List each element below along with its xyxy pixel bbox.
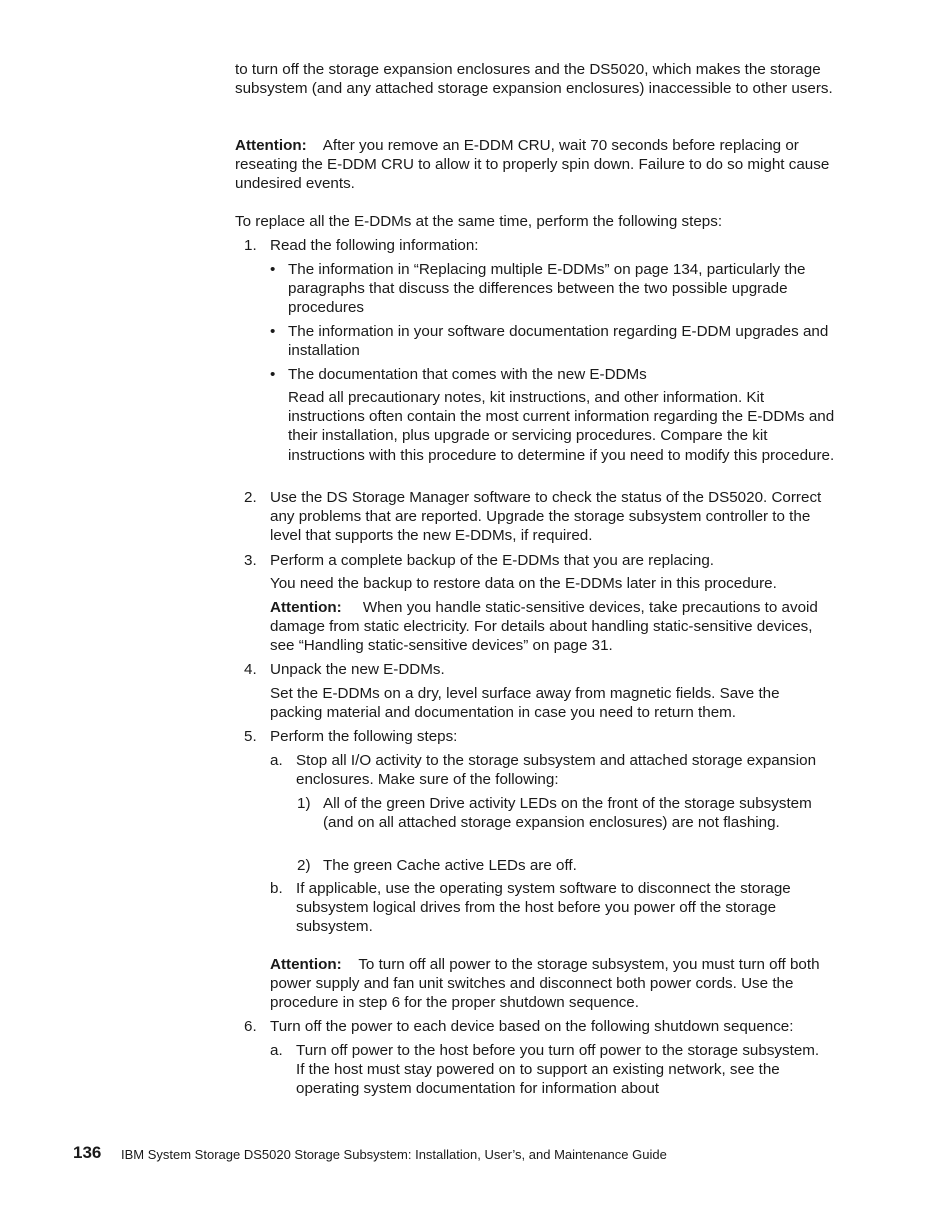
item-number: 2) [297,857,311,874]
step-number: 4. [244,661,257,678]
attention-paragraph [270,598,840,656]
step-note: Set the E-DDMs on a dry, level surface away from magnetic fields. Save the packing material and documentation in case you need to return them. [270,685,780,722]
attention-paragraph [270,955,830,1013]
substep-text: If applicable, use the operating system software to disconnect the storage subsystem logical drives from the host before you power off the storage subsystem. [296,880,791,936]
substep-letter: a. [270,1042,283,1059]
step-number: 2. [244,489,257,506]
substep-letter: b. [270,880,283,897]
attention-text: After you remove an E-DDM CRU, wait 70 seconds before replacing or reseating the E-DDM CRU to allow it to properly spin down. Failure to do so might cause undesired events. [235,137,830,193]
step-number: 5. [244,728,257,745]
footer-title: IBM System Storage DS5020 Storage Subsystem: Installation, User’s, and Maintenance Guide [121,1147,667,1162]
item-text: All of the green Drive activity LEDs on the front of the storage subsystem (and on all attached storage expansion enclosures) are not flashing. [323,795,812,832]
step-number: 1. [244,237,257,254]
item-text: The green Cache active LEDs are off. [323,857,577,874]
bullet-item: The information in your software documentation regarding E-DDM upgrades and installation [288,323,829,360]
step-number: 3. [244,552,257,569]
attention-text: To turn off all power to the storage subsystem, you must turn off both power supply and fan unit switches and disconnect both power cords. Use the procedure in step 6 for the proper shutdown sequence. [270,956,820,1012]
step-number: 6. [244,1018,257,1035]
page-number: 136 [73,1143,102,1162]
substep-text: Stop all I/O activity to the storage subsystem and attached storage expansion enclosures. Make sure of the following: [296,752,817,789]
attention-label: Attention: [270,599,342,616]
substep-letter: a. [270,752,283,769]
step-text: Perform the following steps: [270,728,458,745]
bullet-mark: • [270,261,276,278]
step-note: Read all precautionary notes, kit instructions, and other information. Kit instructions often contain the most current information regarding the E-DDMs and their installation, plus upgrade or servicing procedures. Compare the kit instructions with this procedure to determine if you need to modify this procedure. [288,389,835,464]
intro-paragraph: to turn off the storage expansion enclosures and the DS5020, which makes the storage subsystem (and any attached storage expansion enclosures) inaccessible to other users. [235,61,833,98]
steps-lead-in: To replace all the E-DDMs at the same time, perform the following steps: [235,213,723,230]
step-note: You need the backup to restore data on the E-DDMs later in this procedure. [270,575,777,592]
substep-text: Turn off power to the host before you turn off power to the storage subsystem. If the host must stay powered on to support an existing network, see the operating system documentation for information about [296,1042,820,1098]
step-text: Perform a complete backup of the E-DDMs that you are replacing. [270,552,715,569]
bullet-item: The information in “Replacing multiple E-DDMs” on page 134, particularly the paragraphs that discuss the differences between the two possible upgrade procedures [288,261,806,317]
bullet-item: The documentation that comes with the new E-DDMs [288,366,647,383]
step-text: Use the DS Storage Manager software to check the status of the DS5020. Correct any problems that are reported. Upgrade the storage subsystem controller to the level that supports the new E-DDMs, if required. [270,489,822,545]
item-number: 1) [297,795,311,812]
step-text: Turn off the power to each device based on the following shutdown sequence: [270,1018,794,1035]
attention-label: Attention: [270,956,342,973]
attention-paragraph [235,136,840,194]
step-text: Read the following information: [270,237,479,254]
bullet-mark: • [270,366,276,383]
bullet-mark: • [270,323,276,340]
step-text: Unpack the new E-DDMs. [270,661,445,678]
attention-label: Attention: [235,137,307,154]
attention-text: When you handle static-sensitive devices, take precautions to avoid damage from static electricity. For details about handling static-sensitive devices, see “Handling static-sensitive devices” on page 31. [270,599,818,655]
